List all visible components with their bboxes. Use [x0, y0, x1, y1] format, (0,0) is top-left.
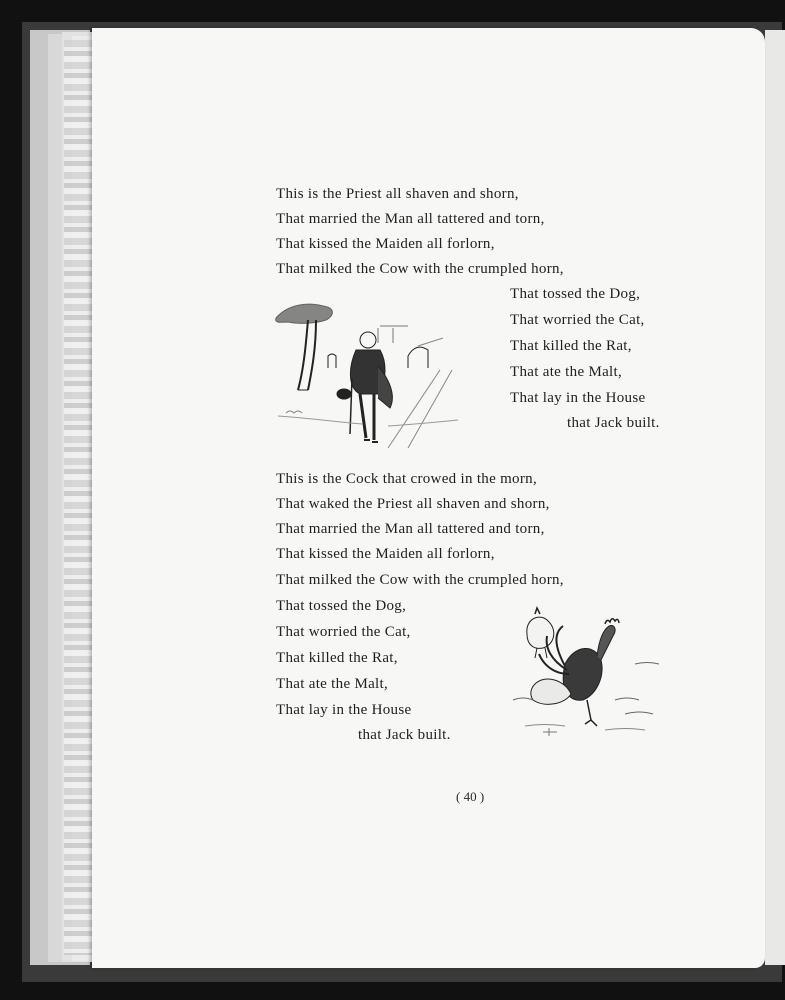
page-number: ( 40 ) [456, 789, 485, 804]
verse1-line: That milked the Cow with the crumpled horn, [276, 261, 564, 277]
verse2-line: That ate the Malt, [276, 676, 389, 692]
verse2-line: That lay in the House [276, 702, 412, 718]
cock-and-hen-illustration [505, 604, 675, 744]
deckle-edge [64, 40, 94, 955]
verse2-line: That kissed the Maiden all forlorn, [276, 546, 495, 562]
verse1-right-line: That tossed the Dog, [510, 286, 641, 302]
verse1-right-line: That worried the Cat, [510, 312, 645, 328]
verse1-line: That married the Man all tattered and torn, [276, 211, 545, 227]
priest-walking-illustration [268, 298, 468, 448]
verse2-line: That milked the Cow with the crumpled horn, [276, 572, 564, 588]
facing-page-edge [765, 30, 785, 965]
verse1-final-line: that Jack built. [567, 415, 660, 431]
verse2-line: That worried the Cat, [276, 624, 411, 640]
verse2-line: That waked the Priest all shaven and shorn, [276, 496, 550, 512]
verse1-right-line: That killed the Rat, [510, 338, 632, 354]
verse1-line: That kissed the Maiden all forlorn, [276, 236, 495, 252]
verse2-final-line: that Jack built. [358, 727, 451, 743]
verse2-line: That killed the Rat, [276, 650, 398, 666]
verse2-line: That married the Man all tattered and torn, [276, 521, 545, 537]
verse2-line: This is the Cock that crowed in the morn, [276, 471, 538, 487]
verse1-right-line: That ate the Malt, [510, 364, 623, 380]
verse1-right-line: That lay in the House [510, 390, 646, 406]
verse1-line: This is the Priest all shaven and shorn, [276, 186, 519, 202]
verse2-line: That tossed the Dog, [276, 598, 407, 614]
